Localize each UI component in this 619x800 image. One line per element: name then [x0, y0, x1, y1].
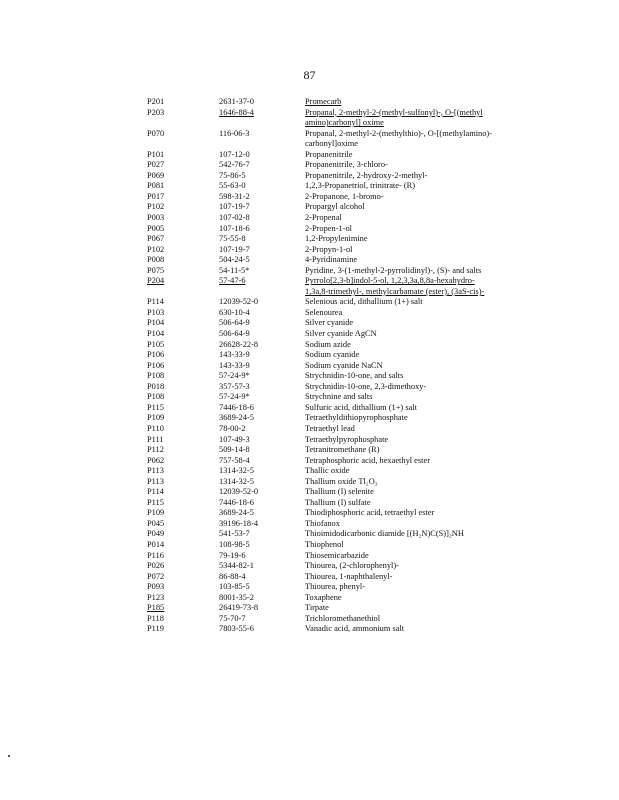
chemical-name: Propargyl alcohol — [305, 202, 365, 212]
chemical-name: Sodium cyanide NaCN — [305, 360, 383, 370]
cas-number: 12039-52-0 — [219, 487, 259, 497]
waste-code: P014 — [147, 539, 165, 549]
waste-code: P075 — [147, 265, 165, 275]
chemical-name: Silver cyanide — [305, 318, 354, 328]
table-row — [147, 213, 577, 224]
chemical-name: Thiourea, 1-naphthalenyl- — [305, 571, 393, 581]
waste-code: P119 — [147, 624, 164, 634]
chemical-name: Thiophenol — [305, 539, 344, 549]
waste-code: P201 — [147, 97, 165, 106]
table-row — [147, 519, 577, 530]
table-row — [147, 308, 577, 319]
chemical-name: 2-Propenal — [305, 213, 342, 223]
chemical-name: Sodium cyanide — [305, 350, 360, 360]
table-row — [147, 498, 577, 509]
cas-number: 7446-18-6 — [219, 402, 254, 412]
waste-code: P113 — [147, 466, 164, 476]
cas-number: 2631-37-0 — [219, 97, 254, 106]
chemical-name: Thallium (I) sulfate — [305, 497, 371, 507]
cas-number: 107-12-0 — [219, 149, 250, 159]
cas-number: 107-19-7 — [219, 244, 250, 254]
table-row — [147, 614, 577, 625]
cas-number: 630-10-4 — [219, 307, 250, 317]
table-row — [147, 508, 577, 519]
table-row — [147, 593, 577, 604]
cas-number: 26419-73-8 — [219, 603, 259, 613]
chemical-name: Tetraethyl lead — [305, 423, 355, 433]
chemical-name: Strychnine and salts — [305, 392, 373, 402]
cas-number: 107-18-6 — [219, 223, 250, 233]
chemical-name: Toxaphene — [305, 592, 342, 602]
cas-number: 108-98-5 — [219, 539, 250, 549]
table-row — [147, 350, 577, 361]
cas-number: 79-19-6 — [219, 550, 246, 560]
chemical-name: 1,2-Propylenimine — [305, 234, 368, 244]
cas-number: 57-24-9* — [219, 392, 250, 402]
table-row — [147, 224, 577, 235]
waste-code: P118 — [147, 613, 164, 623]
chemical-name: Thiofanox — [305, 518, 340, 528]
cas-number: 107-49-3 — [219, 434, 250, 444]
cas-number: 7446-18-6 — [219, 497, 254, 507]
table-row — [147, 561, 577, 572]
waste-code: P104 — [147, 329, 165, 339]
table-row — [147, 340, 577, 351]
waste-code: P106 — [147, 360, 165, 370]
page-number: 87 — [303, 68, 316, 82]
waste-code: P123 — [147, 592, 165, 602]
chemical-name: Tetraphosphoric acid, hexaethyl ester — [305, 455, 430, 465]
chemical-name: Thiosemicarbazide — [305, 550, 369, 560]
chemical-name: Sodium azide — [305, 339, 351, 349]
cas-number: 26628-22-8 — [219, 339, 259, 349]
waste-code: P108 — [147, 371, 165, 381]
table-row — [147, 181, 577, 192]
waste-code: P102 — [147, 244, 165, 254]
table-row — [147, 245, 577, 256]
chemical-name: Thioimidodicarbonic diamide [(H₂N)C(S)]₂NH — [305, 529, 464, 539]
chemical-name: Promecarb — [305, 97, 342, 106]
cas-number: 75-86-5 — [219, 170, 246, 180]
table-row — [147, 603, 577, 614]
cas-number: 3689-24-5 — [219, 413, 254, 423]
table-row — [147, 582, 577, 593]
table-row — [147, 529, 577, 540]
chemical-name: Selenourea — [305, 307, 343, 317]
cas-number: 542-76-7 — [219, 160, 250, 170]
cas-number: 757-58-4 — [219, 455, 250, 465]
chemical-name: Thiodiphosphoric acid, tetraethyl ester — [305, 508, 435, 518]
waste-code: P081 — [147, 181, 165, 191]
waste-code: P069 — [147, 170, 165, 180]
chemical-name: Thiourea, phenyl- — [305, 582, 365, 592]
waste-code: P106 — [147, 350, 165, 360]
waste-code: P101 — [147, 149, 165, 159]
table-row — [147, 192, 577, 203]
scan-speck — [8, 755, 10, 757]
chemical-name: Propanenitrile, 2-hydroxy-2-methyl- — [305, 170, 428, 180]
table-row — [147, 129, 577, 150]
chemical-name: 1,2,3-Propanetriol, trinitrate- (R) — [305, 181, 416, 191]
cas-number: 143-33-9 — [219, 360, 250, 370]
table-row — [147, 540, 577, 551]
table-row — [147, 382, 577, 393]
waste-code: P114 — [147, 297, 164, 307]
chemical-name: Tirpate — [305, 603, 329, 613]
waste-code: P102 — [147, 202, 165, 212]
chemical-name: Thallium oxide Tl₂O₃ — [305, 476, 378, 486]
waste-code: P003 — [147, 213, 165, 223]
table-row — [147, 392, 577, 403]
table-row — [147, 371, 577, 382]
table-row — [147, 297, 577, 308]
chemical-name: Tetraethyldithiopyrophosphate — [305, 413, 408, 423]
table-row — [147, 329, 577, 340]
cas-number: 357-57-3 — [219, 381, 250, 391]
table-row — [147, 466, 577, 477]
chemical-name: Selenious acid, dithallium (1+) salt — [305, 297, 423, 307]
table-row — [147, 403, 577, 414]
waste-code: P026 — [147, 561, 165, 571]
waste-code: P116 — [147, 550, 164, 560]
waste-code: P070 — [147, 128, 165, 138]
cas-number: 506-64-9 — [219, 318, 250, 328]
cas-number: 509-14-8 — [219, 445, 250, 455]
waste-code: P045 — [147, 518, 165, 528]
chemical-name: Sulfuric acid, dithallium (1+) salt — [305, 402, 417, 412]
waste-code: P204 — [147, 276, 165, 286]
waste-code: P114 — [147, 487, 164, 497]
cas-number: 78-00-2 — [219, 423, 246, 433]
cas-number: 116-06-3 — [219, 128, 250, 138]
waste-code: P027 — [147, 160, 165, 170]
chemical-name: Strychnidin-10-one, 2,3-dimethoxy- — [305, 381, 427, 391]
cas-number: 107-19-7 — [219, 202, 250, 212]
cas-number: 7803-55-6 — [219, 624, 254, 634]
cas-number: 506-64-9 — [219, 329, 250, 339]
table-row — [147, 572, 577, 583]
chemical-name: 2-Propen-1-ol — [305, 223, 352, 233]
chemical-name: Propanal, 2-methyl-2-(methylthio)-, O-[(methylamino)- carbonyl]oxime — [305, 128, 492, 149]
table-row — [147, 624, 577, 635]
table-row — [147, 255, 577, 266]
cas-number: 8001-35-2 — [219, 592, 254, 602]
cas-number: 12039-52-0 — [219, 297, 259, 307]
waste-code: P104 — [147, 318, 165, 328]
chemical-name: Tetranitromethane (R) — [305, 445, 380, 455]
cas-number: 54-11-5* — [219, 265, 250, 275]
waste-code: P110 — [147, 423, 164, 433]
cas-number: 3689-24-5 — [219, 508, 254, 518]
table-row — [147, 234, 577, 245]
cas-number: 1646-88-4 — [219, 107, 254, 117]
table-row — [147, 551, 577, 562]
cas-number: 598-31-2 — [219, 191, 250, 201]
waste-code: P113 — [147, 476, 164, 486]
waste-code: P072 — [147, 571, 165, 581]
waste-code: P108 — [147, 392, 165, 402]
table-row — [147, 477, 577, 488]
waste-code: P008 — [147, 255, 165, 265]
table-row — [147, 97, 577, 108]
cas-number: 541-53-7 — [219, 529, 250, 539]
waste-code: P109 — [147, 413, 165, 423]
chemical-name: 2-Propanone, 1-bromo- — [305, 191, 384, 201]
chemical-name: Vanadic acid, ammonium salt — [305, 624, 405, 634]
cas-number: 5344-82-1 — [219, 561, 254, 571]
waste-code: P067 — [147, 234, 165, 244]
waste-code: P105 — [147, 339, 165, 349]
cas-number: 143-33-9 — [219, 350, 250, 360]
waste-code: P062 — [147, 455, 165, 465]
cas-number: 57-24-9* — [219, 371, 250, 381]
cas-number: 57-47-6 — [219, 276, 246, 286]
chemical-name: Pyridine, 3-(1-methyl-2-pyrrolidinyl)-, (S)- and salts — [305, 265, 482, 275]
cas-number: 75-70-7 — [219, 613, 246, 623]
cas-number: 39196-18-4 — [219, 518, 259, 528]
waste-code: P185 — [147, 603, 165, 613]
table-row — [147, 160, 577, 171]
cas-number: 1314-32-5 — [219, 466, 254, 476]
table-row — [147, 318, 577, 329]
table-row — [147, 424, 577, 435]
waste-code: P049 — [147, 529, 165, 539]
waste-code: P115 — [147, 497, 164, 507]
chemical-name: 2-Propyn-1-ol — [305, 244, 353, 254]
cas-number: 1314-32-5 — [219, 476, 254, 486]
table-row — [147, 108, 577, 129]
cas-number: 75-55-8 — [219, 234, 246, 244]
chemical-name: Propanal, 2-methyl-2-(methyl-sulfonyl)-, O-[(methyl amino)carbonyl] oxime — [305, 107, 483, 128]
waste-code: P093 — [147, 582, 165, 592]
chemical-list-table — [147, 97, 577, 635]
waste-code: P017 — [147, 191, 165, 201]
chemical-name: Silver cyanide AgCN — [305, 329, 377, 339]
table-row — [147, 202, 577, 213]
cas-number: 103-85-5 — [219, 582, 250, 592]
cas-number: 504-24-5 — [219, 255, 250, 265]
chemical-name: 4-Pyridinamine — [305, 255, 358, 265]
table-row — [147, 413, 577, 424]
cas-number: 107-02-8 — [219, 213, 250, 223]
cas-number: 86-88-4 — [219, 571, 246, 581]
table-row — [147, 435, 577, 446]
table-row — [147, 487, 577, 498]
chemical-name: Thallic oxide — [305, 466, 350, 476]
table-row — [147, 150, 577, 161]
waste-code: P103 — [147, 307, 165, 317]
chemical-name: Thiourea, (2-chlorophenyl)- — [305, 561, 399, 571]
cas-number: 55-63-0 — [219, 181, 246, 191]
chemical-name: Thallium (I) selenite — [305, 487, 374, 497]
table-row — [147, 445, 577, 456]
waste-code: P112 — [147, 445, 164, 455]
table-row — [147, 266, 577, 277]
waste-code: P203 — [147, 107, 165, 117]
chemical-name: Trichloromethanethiol — [305, 613, 381, 623]
chemical-name: Strychnidin-10-one, and salts — [305, 371, 404, 381]
chemical-name: Pyrrolo[2,3-b]indol-5-ol, 1,2,3,3a,8,8a-hexahydro- 1,3a,8-trimethyl-, methylcarbamate (ester), (3aS-cis)- — [305, 276, 485, 296]
waste-code: P111 — [147, 434, 164, 444]
chemical-name: Tetraethylpyrophosphate — [305, 434, 389, 444]
waste-code: P018 — [147, 381, 165, 391]
chemical-name: Propanenitrile, 3-chloro- — [305, 160, 388, 170]
waste-code: P115 — [147, 402, 164, 412]
chemical-name: Propanenitrile — [305, 149, 353, 159]
table-row — [147, 361, 577, 372]
table-row — [147, 456, 577, 467]
waste-code: P005 — [147, 223, 165, 233]
table-row — [147, 276, 577, 297]
table-row — [147, 171, 577, 182]
waste-code: P109 — [147, 508, 165, 518]
